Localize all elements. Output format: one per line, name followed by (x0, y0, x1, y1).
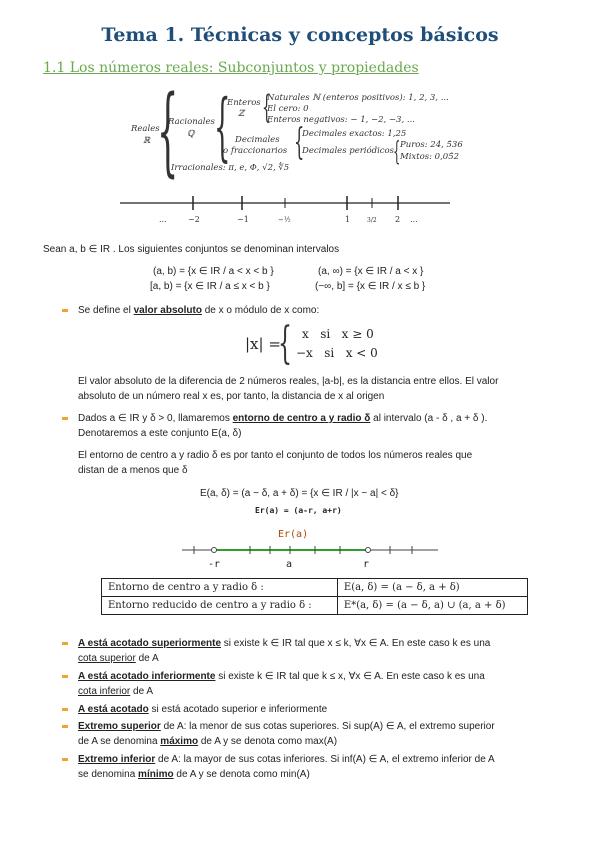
cero-text: El cero: 0 (267, 104, 309, 114)
bullet-line2b: de A (130, 686, 154, 697)
entorno-para-line1: El entorno de centro a y radio δ es por tanto el conjunto de todos los números reales que (78, 450, 473, 461)
negativos-text: Enteros negativos: − 1, −2, −3, ... (267, 115, 415, 125)
interval-neg-inf: (−∞, b] = {x ∈ IR / x ≤ b } (315, 281, 426, 292)
bullet-extremo-inf (78, 752, 495, 782)
abs-lhs: |x| = (245, 335, 281, 353)
reales-brace: { (157, 75, 179, 187)
bullet-marker (62, 708, 68, 711)
reales-label: Reales (131, 124, 160, 134)
entorno-formula: E(a, δ) = (a − δ, a + δ) = {x ∈ IR / |x − a| < δ} (200, 488, 399, 499)
label-minus-2: −2 (188, 215, 200, 224)
bullet-marker (62, 675, 68, 678)
entorno-post: al intervalo (a - δ , a + δ ). (370, 413, 488, 424)
bullet-line2u: máximo (160, 736, 199, 747)
bullet-acotado-sup (78, 636, 490, 666)
racionales-symbol: ℚ (187, 129, 195, 139)
bullet-extremo-sup (78, 719, 495, 749)
bullet-line2u: cota inferior (78, 686, 131, 697)
bullet-line2b: de A y se denota como min(A) (173, 769, 310, 780)
entorno-line (180, 524, 440, 570)
entorno-pre: Dados a ∈ IR y δ > 0, llamaremos (78, 413, 233, 424)
bullet-line2b: de A y se denota como max(A) (198, 736, 338, 747)
enteros-symbol: ℤ (238, 109, 245, 119)
bullet-text: si está acotado superior e inferiormente (148, 704, 328, 715)
enteros-label: Enteros (227, 98, 261, 108)
interval-open: (a, b) = {x ∈ IR / a < x < b } (153, 266, 274, 277)
bullet-marker (62, 758, 68, 761)
bullet-text: si existe k ∈ IR tal que k ≤ x, ∀x ∈ A. En este caso k es una (215, 671, 485, 682)
racionales-label: Racionales (168, 117, 215, 127)
abs-definition (78, 303, 319, 318)
racionales-brace: { (214, 84, 231, 170)
periodicos-text: Decimales periódicos (302, 146, 395, 156)
naturales-text: Naturales ℕ (enteros positivos): 1, 2, 3, ... (267, 93, 449, 103)
bullet-line2u: mínimo (138, 769, 174, 780)
bullet-acotado (78, 702, 327, 717)
bullet-marker (62, 309, 68, 312)
interval-closed: [a, b) = {x ∈ IR / a ≤ x < b } (150, 281, 270, 292)
bullet-marker (62, 725, 68, 728)
open-endpoint-right (366, 548, 371, 553)
abs-pre: Se define el (78, 305, 134, 316)
interval-open-inf: (a, ∞) = {x ∈ IR / a < x } (318, 266, 424, 277)
mixtos-text: Mixtos: 0,05̂2 (400, 152, 460, 162)
label-1: 1 (345, 215, 351, 224)
abs-para-line1: El valor absoluto de la diferencia de 2 números reales, |a-b|, es la distancia entre ellos. El valor (78, 376, 499, 387)
table-cell: Entorno reducido de centro a y radio δ : (102, 597, 338, 615)
table-cell: E(a, δ) = (a − δ, a + δ) (337, 579, 527, 597)
fraccionarios-label: o fraccionarios (223, 146, 288, 156)
dots-left: ... (159, 215, 167, 224)
label-minus-half: −½ (278, 216, 291, 224)
abs-para-line2: absoluto de un número real x es, por tanto, la distancia de x al origen (78, 391, 385, 402)
reales-symbol: ℝ (143, 136, 151, 146)
exactos-text: Decimales exactos: 1,25 (302, 129, 407, 139)
section-subtitle: 1.1 Los números reales: Subconjuntos y propiedades (43, 60, 419, 76)
dots-right: ... (410, 215, 418, 224)
table-row (102, 579, 528, 597)
bullet-text: si existe k ∈ IR tal que x ≤ k, ∀x ∈ A. En este caso k es una (221, 638, 491, 649)
abs-brace: { (278, 318, 292, 369)
bullet-acotado-inf (78, 669, 485, 699)
bullet-marker (62, 642, 68, 645)
bullet-term: Extremo inferior (78, 754, 156, 765)
entorno-label-a: a (286, 559, 293, 570)
puros-text: Puros: 24, 5̂36 (400, 140, 463, 150)
bullet-line2a: se denomina (78, 769, 139, 780)
open-endpoint-left (212, 548, 217, 553)
entorno-term: entorno de centro a y radio δ (232, 413, 371, 424)
bullet-line2u: cota superior (78, 653, 136, 664)
irracionales-text: Irracionales: π, e, Φ, √2, ∜5 (171, 163, 290, 173)
page-title: Tema 1. Técnicas y conceptos básicos (101, 24, 499, 46)
bullet-line2a: de A se denomina (78, 736, 161, 747)
abs-case1: x si x ≥ 0 (302, 327, 374, 341)
enteros-brace: { (262, 88, 272, 126)
entorno-para-line2: distan de a menos que δ (78, 465, 188, 476)
entorno-hand-formula: Er(a) = (a-r, a+r) (255, 506, 342, 515)
entorno-label-r: r (363, 559, 370, 570)
table-row (102, 597, 528, 615)
entorno-label-minus-r: -r (208, 559, 221, 570)
label-3-2: 3/2 (367, 217, 377, 224)
intervals-intro: Sean a, b ∈ IR . Los siguientes conjuntos se denominan intervalos (43, 244, 340, 255)
bullet-text: de A: la menor de sus cotas superiores. Si sup(A) ∈ A, el extremo superior (160, 721, 495, 732)
label-minus-1: −1 (237, 215, 249, 224)
entorno-hand-label: Er(a) (278, 529, 309, 540)
periodicos-brace: { (393, 137, 401, 167)
entorno-definition (78, 411, 487, 426)
bullet-term: A está acotado inferiormente (78, 671, 216, 682)
abs-case2: −x si x < 0 (296, 346, 378, 360)
abs-term: valor absoluto (133, 305, 202, 316)
bullet-text: de A: la mayor de sus cotas inferiores. Si inf(A) ∈ A, el extremo inferior de A (155, 754, 495, 765)
entorno-notation: Denotaremos a este conjunto E(a, δ) (78, 428, 242, 439)
table-cell: Entorno de centro a y radio δ : (102, 579, 338, 597)
bullet-term: A está acotado superiormente (78, 638, 222, 649)
label-2: 2 (395, 215, 401, 224)
decimales-brace: { (294, 122, 305, 163)
bullet-term: Extremo superior (78, 721, 161, 732)
number-line (115, 188, 455, 230)
bullet-marker (62, 417, 68, 420)
bullet-line2b: de A (135, 653, 159, 664)
decimales-label: Decimales (235, 135, 280, 145)
table-cell: E*(a, δ) = (a − δ, a) ∪ (a, a + δ) (337, 597, 527, 615)
bullet-term: A está acotado (78, 704, 149, 715)
entorno-table (101, 578, 528, 615)
abs-post: de x o módulo de x como: (201, 305, 320, 316)
